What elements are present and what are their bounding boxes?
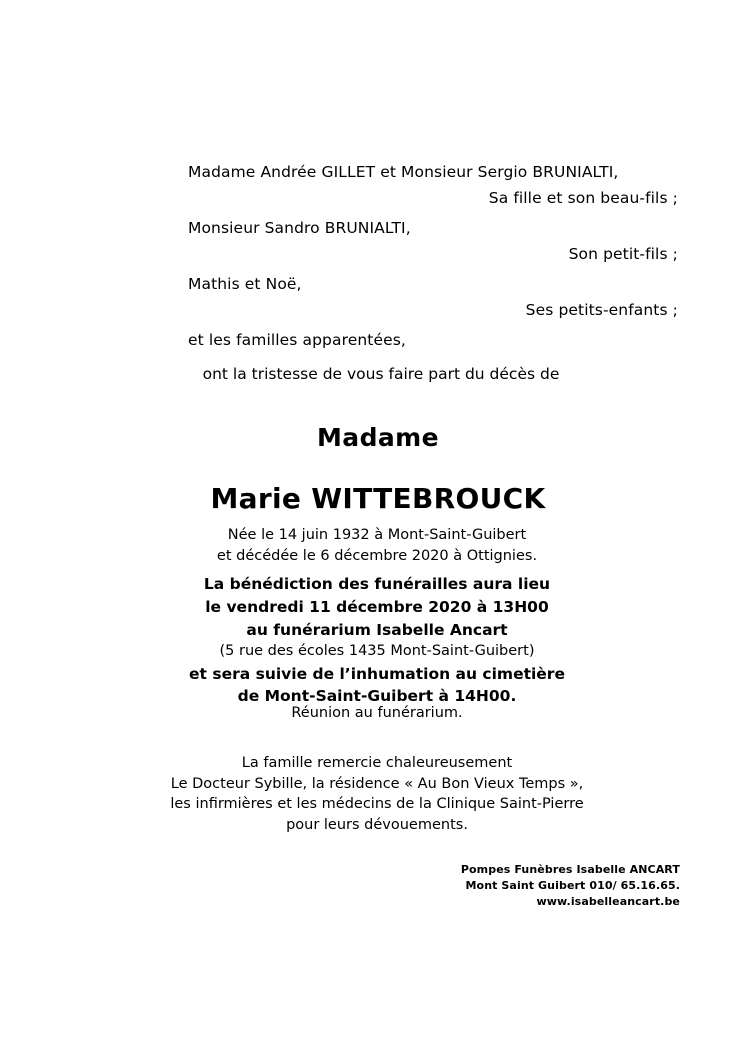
family-relation: Sa fille et son beau-fils ; bbox=[488, 189, 678, 208]
ceremony-line-2: le vendredi 11 décembre 2020 à 13H00 bbox=[205, 597, 549, 616]
family-row bbox=[0, 328, 744, 352]
thanks-line-1: La famille remercie chaleureusement bbox=[241, 755, 513, 771]
ceremony-line-4: et sera suivie de l’inhumation au cimetière bbox=[189, 664, 565, 683]
thanks-line-4: pour leurs dévouements. bbox=[286, 816, 468, 833]
funeral-home-name: Pompes Funèbres Isabelle ANCART bbox=[460, 863, 680, 876]
funeral-home-contact: Mont Saint Guibert 010/ 65.16.65. bbox=[465, 878, 680, 892]
family-block bbox=[0, 160, 744, 358]
family-relation: Son petit-fils ; bbox=[568, 245, 678, 264]
family-row bbox=[0, 216, 744, 266]
thanks-line-2: Le Docteur Sybille, la résidence « Au Bon Vieux Temps », bbox=[170, 775, 584, 792]
announcement-line: ont la tristesse de vous faire part du décès de bbox=[202, 365, 560, 383]
deceased-honorific: Madame bbox=[317, 423, 439, 452]
family-member-name: Madame Andrée GILLET et Monsieur Sergio BRUNIALTI, bbox=[188, 163, 619, 181]
family-member-name: et les familles apparentées, bbox=[188, 331, 406, 350]
reunion-line: Réunion au funérarium. bbox=[291, 705, 463, 721]
ceremony-block bbox=[0, 573, 744, 708]
deceased-name: Marie WITTEBROUCK bbox=[210, 482, 546, 515]
funeral-home-footer bbox=[461, 862, 680, 910]
birth-line: Née le 14 juin 1932 à Mont-Saint-Guibert bbox=[227, 527, 527, 543]
thanks-block bbox=[0, 753, 744, 835]
ceremony-line-5: de Mont-Saint-Guibert à 14H00. bbox=[237, 687, 517, 706]
thanks-line-3: les infirmières et les médecins de la Clinique Saint-Pierre bbox=[170, 796, 584, 813]
birth-death-block bbox=[0, 525, 744, 566]
family-member-name: Monsieur Sandro BRUNIALTI, bbox=[188, 219, 411, 238]
family-row bbox=[0, 272, 744, 322]
death-line: et décédée le 6 décembre 2020 à Ottignies. bbox=[216, 547, 538, 564]
ceremony-line-1: La bénédiction des funérailles aura lieu bbox=[203, 575, 551, 593]
funeral-home-website: www.isabelleancart.be bbox=[536, 894, 680, 908]
family-member-name: Mathis et Noë, bbox=[188, 275, 302, 294]
ceremony-venue: au funérarium Isabelle Ancart bbox=[246, 620, 508, 639]
family-row bbox=[0, 160, 744, 210]
ceremony-address: (5 rue des écoles 1435 Mont-Saint-Guibert) bbox=[219, 643, 535, 660]
family-relation: Ses petits-enfants ; bbox=[525, 301, 678, 320]
